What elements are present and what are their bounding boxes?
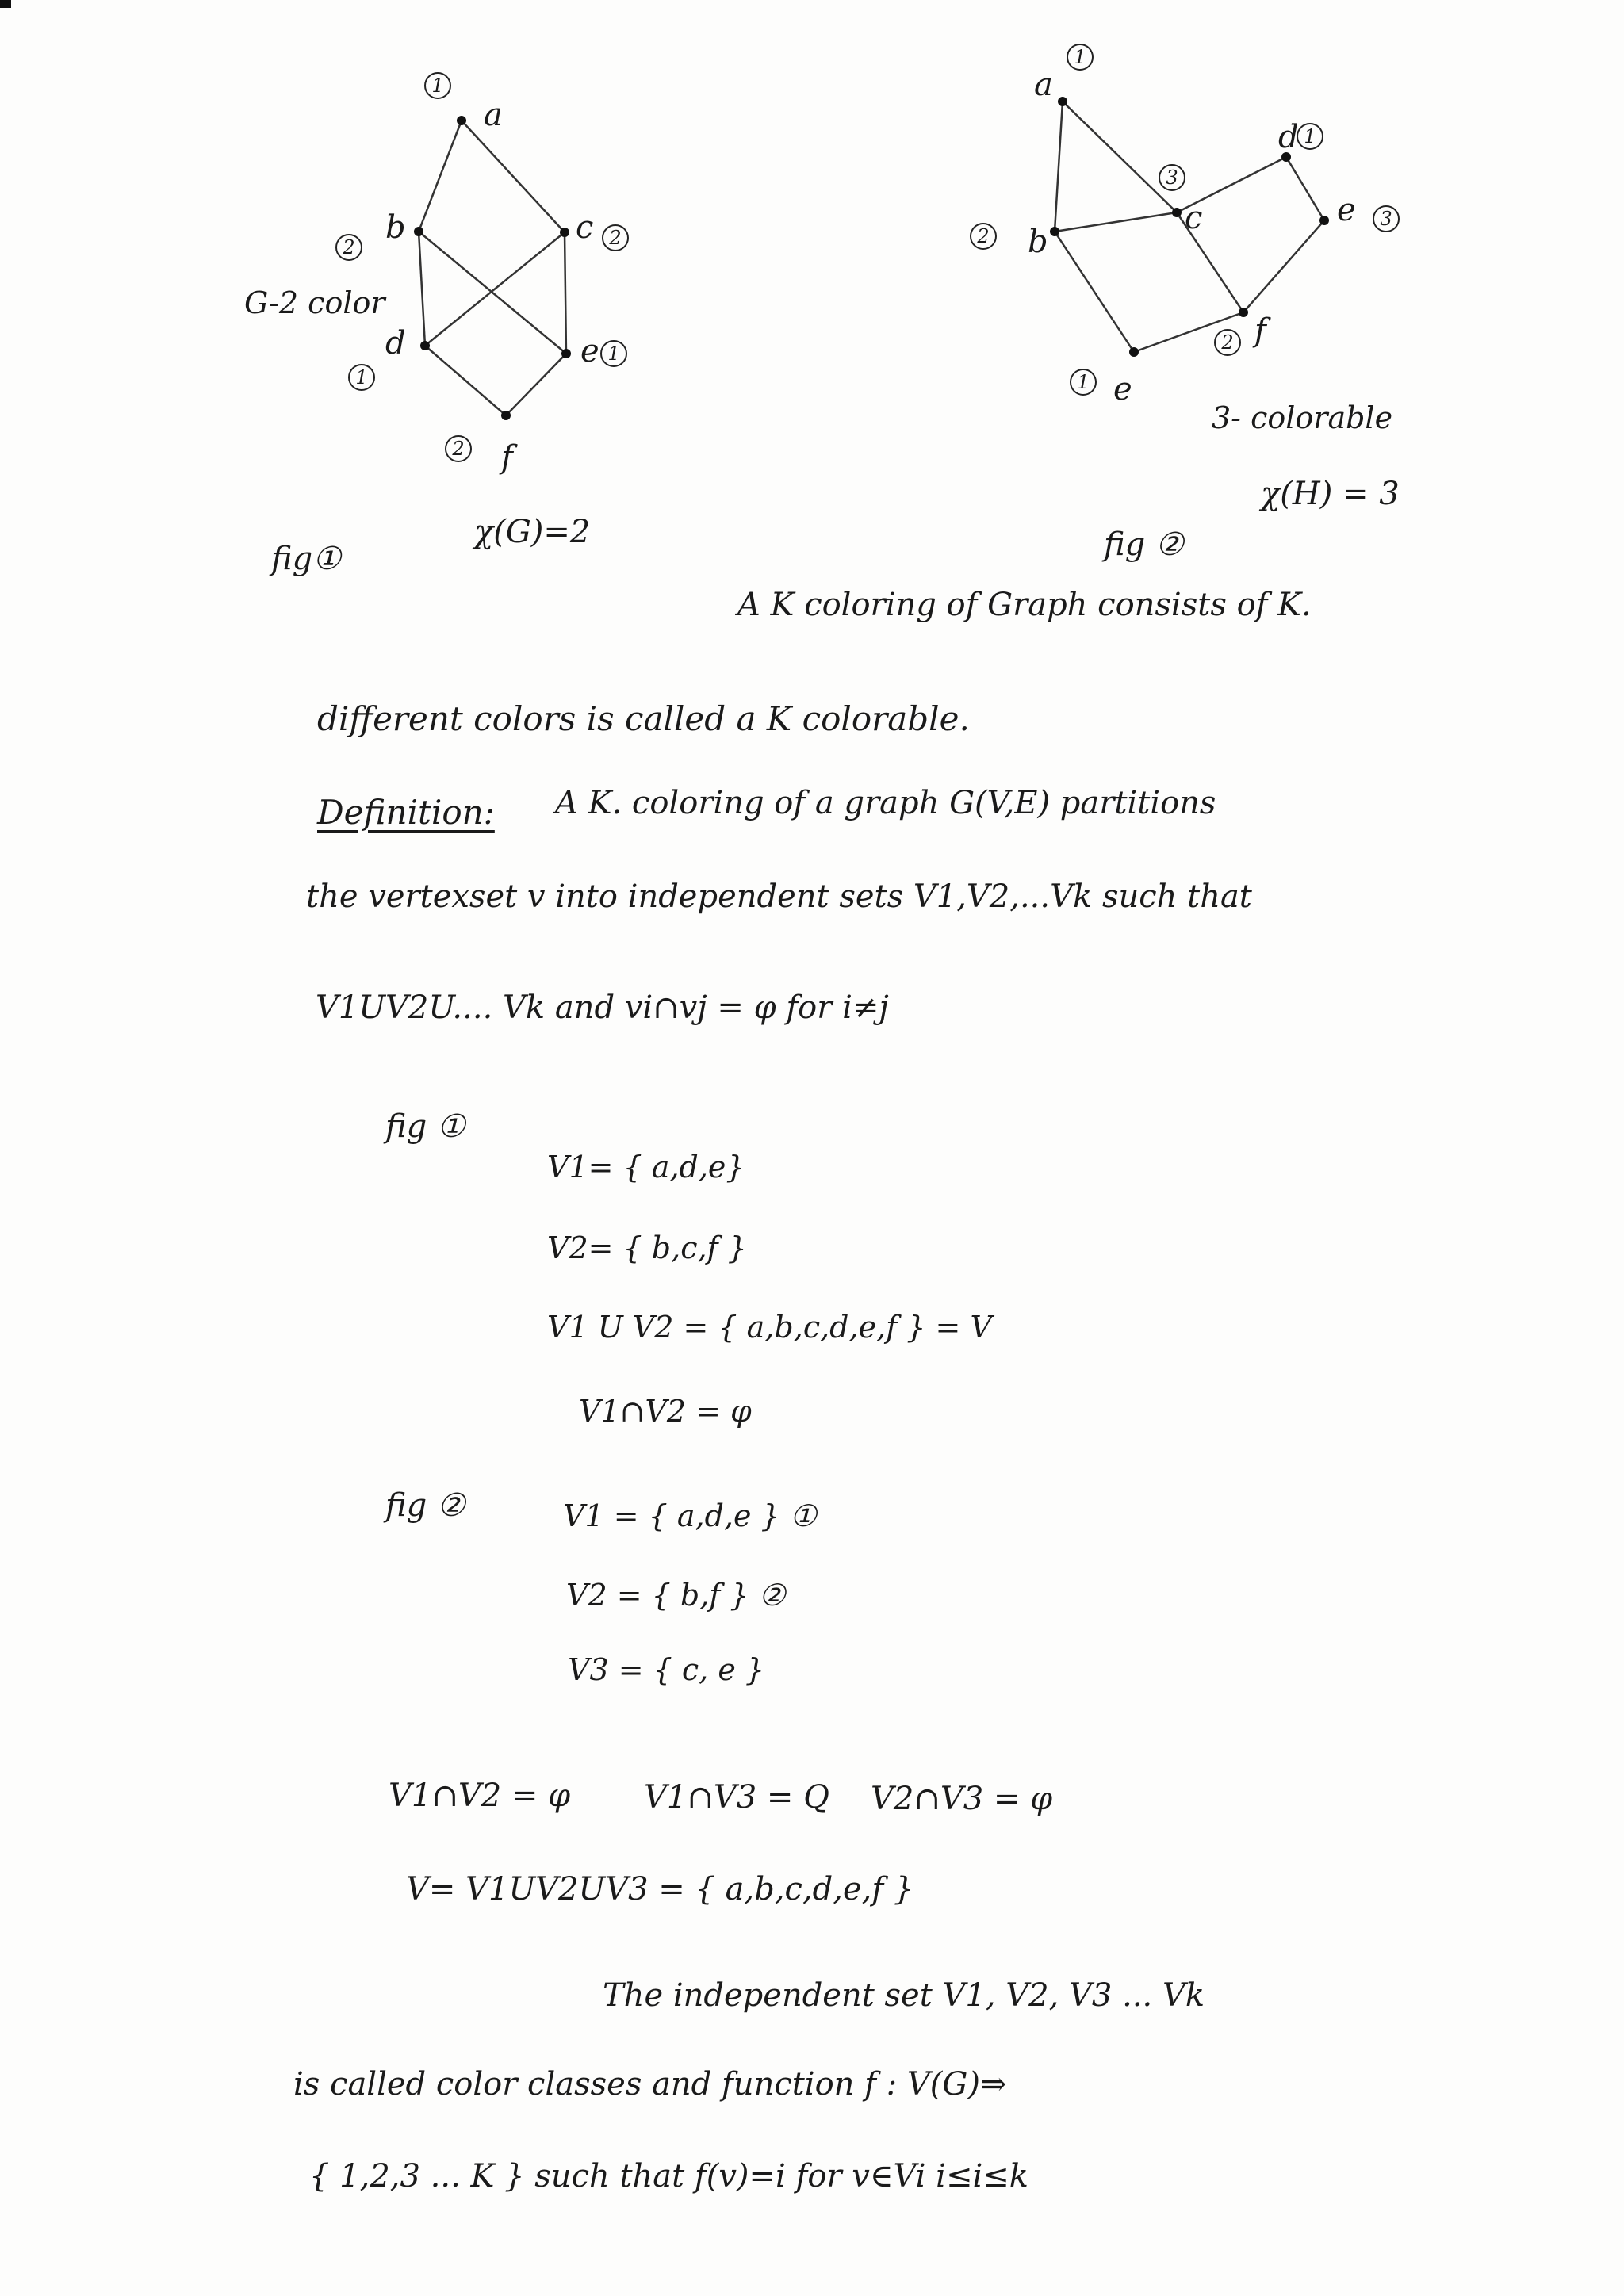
figure-1-chromatic-number: χ(G)=2: [474, 514, 591, 550]
fig2-color-number-b: 2: [977, 225, 990, 247]
fig1-edge-a-c: [462, 121, 565, 232]
fig2-vertex-f: [1239, 308, 1248, 317]
fig1-vertex-f: [501, 411, 511, 420]
fig2-sets-label: fig ②: [385, 1487, 465, 1524]
intersection-v2-v3: V2∩V3 = φ: [871, 1781, 1053, 1817]
definition-label: Definition:: [317, 793, 495, 832]
text-line-3: A K. coloring of a graph G(V,E) partitions: [555, 785, 1216, 821]
fig1-vertex-a: [457, 116, 466, 125]
fig1-edge-c-d: [425, 232, 565, 346]
fig1-color-badge-c: [603, 225, 628, 251]
fig2-color-number-d: 1: [1304, 125, 1316, 147]
fig1-edge-e-f: [506, 354, 566, 415]
figure-1-side-label: G-2 color: [244, 285, 385, 320]
fig1-color-number-a: 1: [431, 75, 444, 97]
fig2-vertex-e_bottom: [1129, 347, 1139, 357]
fig2-vertex-label-e_bottom: e: [1113, 371, 1132, 408]
fig1-color-badge-b: [336, 235, 362, 260]
fig1-edge-c-e: [565, 232, 566, 354]
fig2-color-badge-f: [1215, 330, 1240, 355]
fig1-vertex-label-e: e: [580, 333, 599, 369]
fig1-color-number-c: 2: [609, 227, 622, 249]
fig2-vertex-label-c: c: [1185, 200, 1203, 236]
fig1-vertex-e: [561, 349, 571, 358]
fig1-color-badge-f: [446, 436, 471, 461]
closing-line-2: is called color classes and function f : V(G)⇒: [293, 2066, 1007, 2103]
fig2-color-number-c: 3: [1166, 166, 1178, 189]
fig1-color-badge-d: [349, 365, 374, 390]
fig2-color-badge-b: [971, 224, 996, 249]
text-line-2: different colors is called a K colorable.: [317, 699, 970, 738]
fig2-vertex-b: [1050, 227, 1059, 236]
text-line-1: A K coloring of Graph consists of K.: [737, 587, 1312, 623]
fig1-vertex-label-f: f: [501, 439, 513, 476]
fig2-color-badge-a: [1067, 44, 1093, 70]
fig2-edge-d-e_right: [1286, 157, 1324, 220]
fig2-color-badge-e_bottom: [1071, 369, 1096, 395]
fig1-vertex-b: [414, 227, 423, 236]
text-line-4: the vertexset v into independent sets V1,V2,...Vk such that: [306, 878, 1252, 915]
fig1-edge-b-d: [419, 232, 425, 346]
fig1-edge-d-f: [425, 346, 506, 415]
figure-2-graph: [872, 0, 1624, 603]
fig1-color-number-b: 2: [343, 236, 355, 258]
fig2-edge-a-c: [1063, 101, 1177, 212]
fig1-color-number-d: 1: [355, 366, 368, 388]
fig1-vertex-label-c: c: [576, 209, 594, 246]
fig1-color-badge-e: [601, 341, 626, 366]
fig1-vertex-label-a: a: [484, 97, 503, 133]
figure-1-graph: [0, 0, 812, 603]
fig2-color-number-e_right: 3: [1380, 208, 1392, 230]
fig2-vertex-a: [1058, 97, 1067, 106]
intersection-v1-v2: V1∩V2 = φ: [389, 1777, 571, 1814]
fig1-color-number-f: 2: [452, 438, 465, 460]
fig2-color-number-f: 2: [1221, 331, 1234, 354]
fig1-set-v2: V2= { b,c,f }: [547, 1230, 747, 1265]
fig2-vertex-label-f: f: [1254, 312, 1266, 349]
fig2-edge-b-c: [1055, 212, 1177, 232]
fig1-edge-a-b: [419, 121, 462, 232]
fig1-union: V1 U V2 = { a,b,c,d,e,f } = V: [547, 1310, 992, 1345]
union-all-sets: V= V1UV2UV3 = { a,b,c,d,e,f }: [406, 1871, 914, 1908]
fig2-vertex-e_right: [1320, 216, 1329, 225]
figure-2-caption: fig ②: [1104, 526, 1184, 563]
fig2-color-number-a: 1: [1074, 46, 1086, 68]
fig2-vertex-label-d: d: [1278, 119, 1299, 155]
fig2-vertex-label-b: b: [1028, 224, 1048, 260]
fig2-set-v1: V1 = { a,d,e } ①: [563, 1498, 817, 1533]
fig2-edge-b-e_bottom: [1055, 232, 1134, 352]
fig1-set-v1: V1= { a,d,e}: [547, 1150, 745, 1184]
fig2-edge-a-b: [1055, 101, 1063, 232]
fig2-edge-e_right-f: [1243, 220, 1324, 312]
fig1-vertex-c: [560, 228, 569, 237]
fig1-vertex-label-d: d: [385, 325, 406, 362]
fig2-color-number-e_bottom: 1: [1077, 371, 1090, 393]
fig2-color-badge-d: [1297, 124, 1323, 149]
fig2-vertex-label-e_right: e: [1337, 192, 1356, 228]
fig1-color-badge-a: [425, 73, 450, 98]
fig1-color-number-e: 1: [607, 342, 620, 365]
fig2-color-badge-e_right: [1373, 206, 1399, 232]
fig1-intersection: V1∩V2 = φ: [579, 1394, 752, 1429]
closing-line-3: { 1,2,3 ... K } such that f(v)=i for v∈Vi i≤i≤k: [309, 2158, 1029, 2195]
text-line-5: V1UV2U.... Vk and vi∩vj = φ for i≠j: [316, 989, 889, 1026]
fig2-vertex-c: [1172, 208, 1182, 217]
fig2-set-v3: V3 = { c, e }: [568, 1652, 765, 1687]
fig1-vertex-d: [420, 341, 430, 350]
figure-2-chromatic-number: χ(H) = 3: [1261, 476, 1400, 512]
figure-2-colorable-label: 3- colorable: [1212, 400, 1393, 435]
fig2-color-badge-c: [1159, 165, 1185, 190]
intersection-v1-v3: V1∩V3 = Q: [644, 1779, 829, 1816]
figure-1-caption: fig①: [271, 541, 342, 577]
fig1-sets-label: fig ①: [385, 1108, 465, 1145]
closing-line-1: The independent set V1, V2, V3 ... Vk: [603, 1977, 1205, 2014]
fig2-set-v2: V2 = { b,f } ②: [566, 1578, 786, 1613]
fig1-vertex-label-b: b: [385, 209, 406, 246]
fig2-vertex-label-a: a: [1034, 67, 1053, 103]
